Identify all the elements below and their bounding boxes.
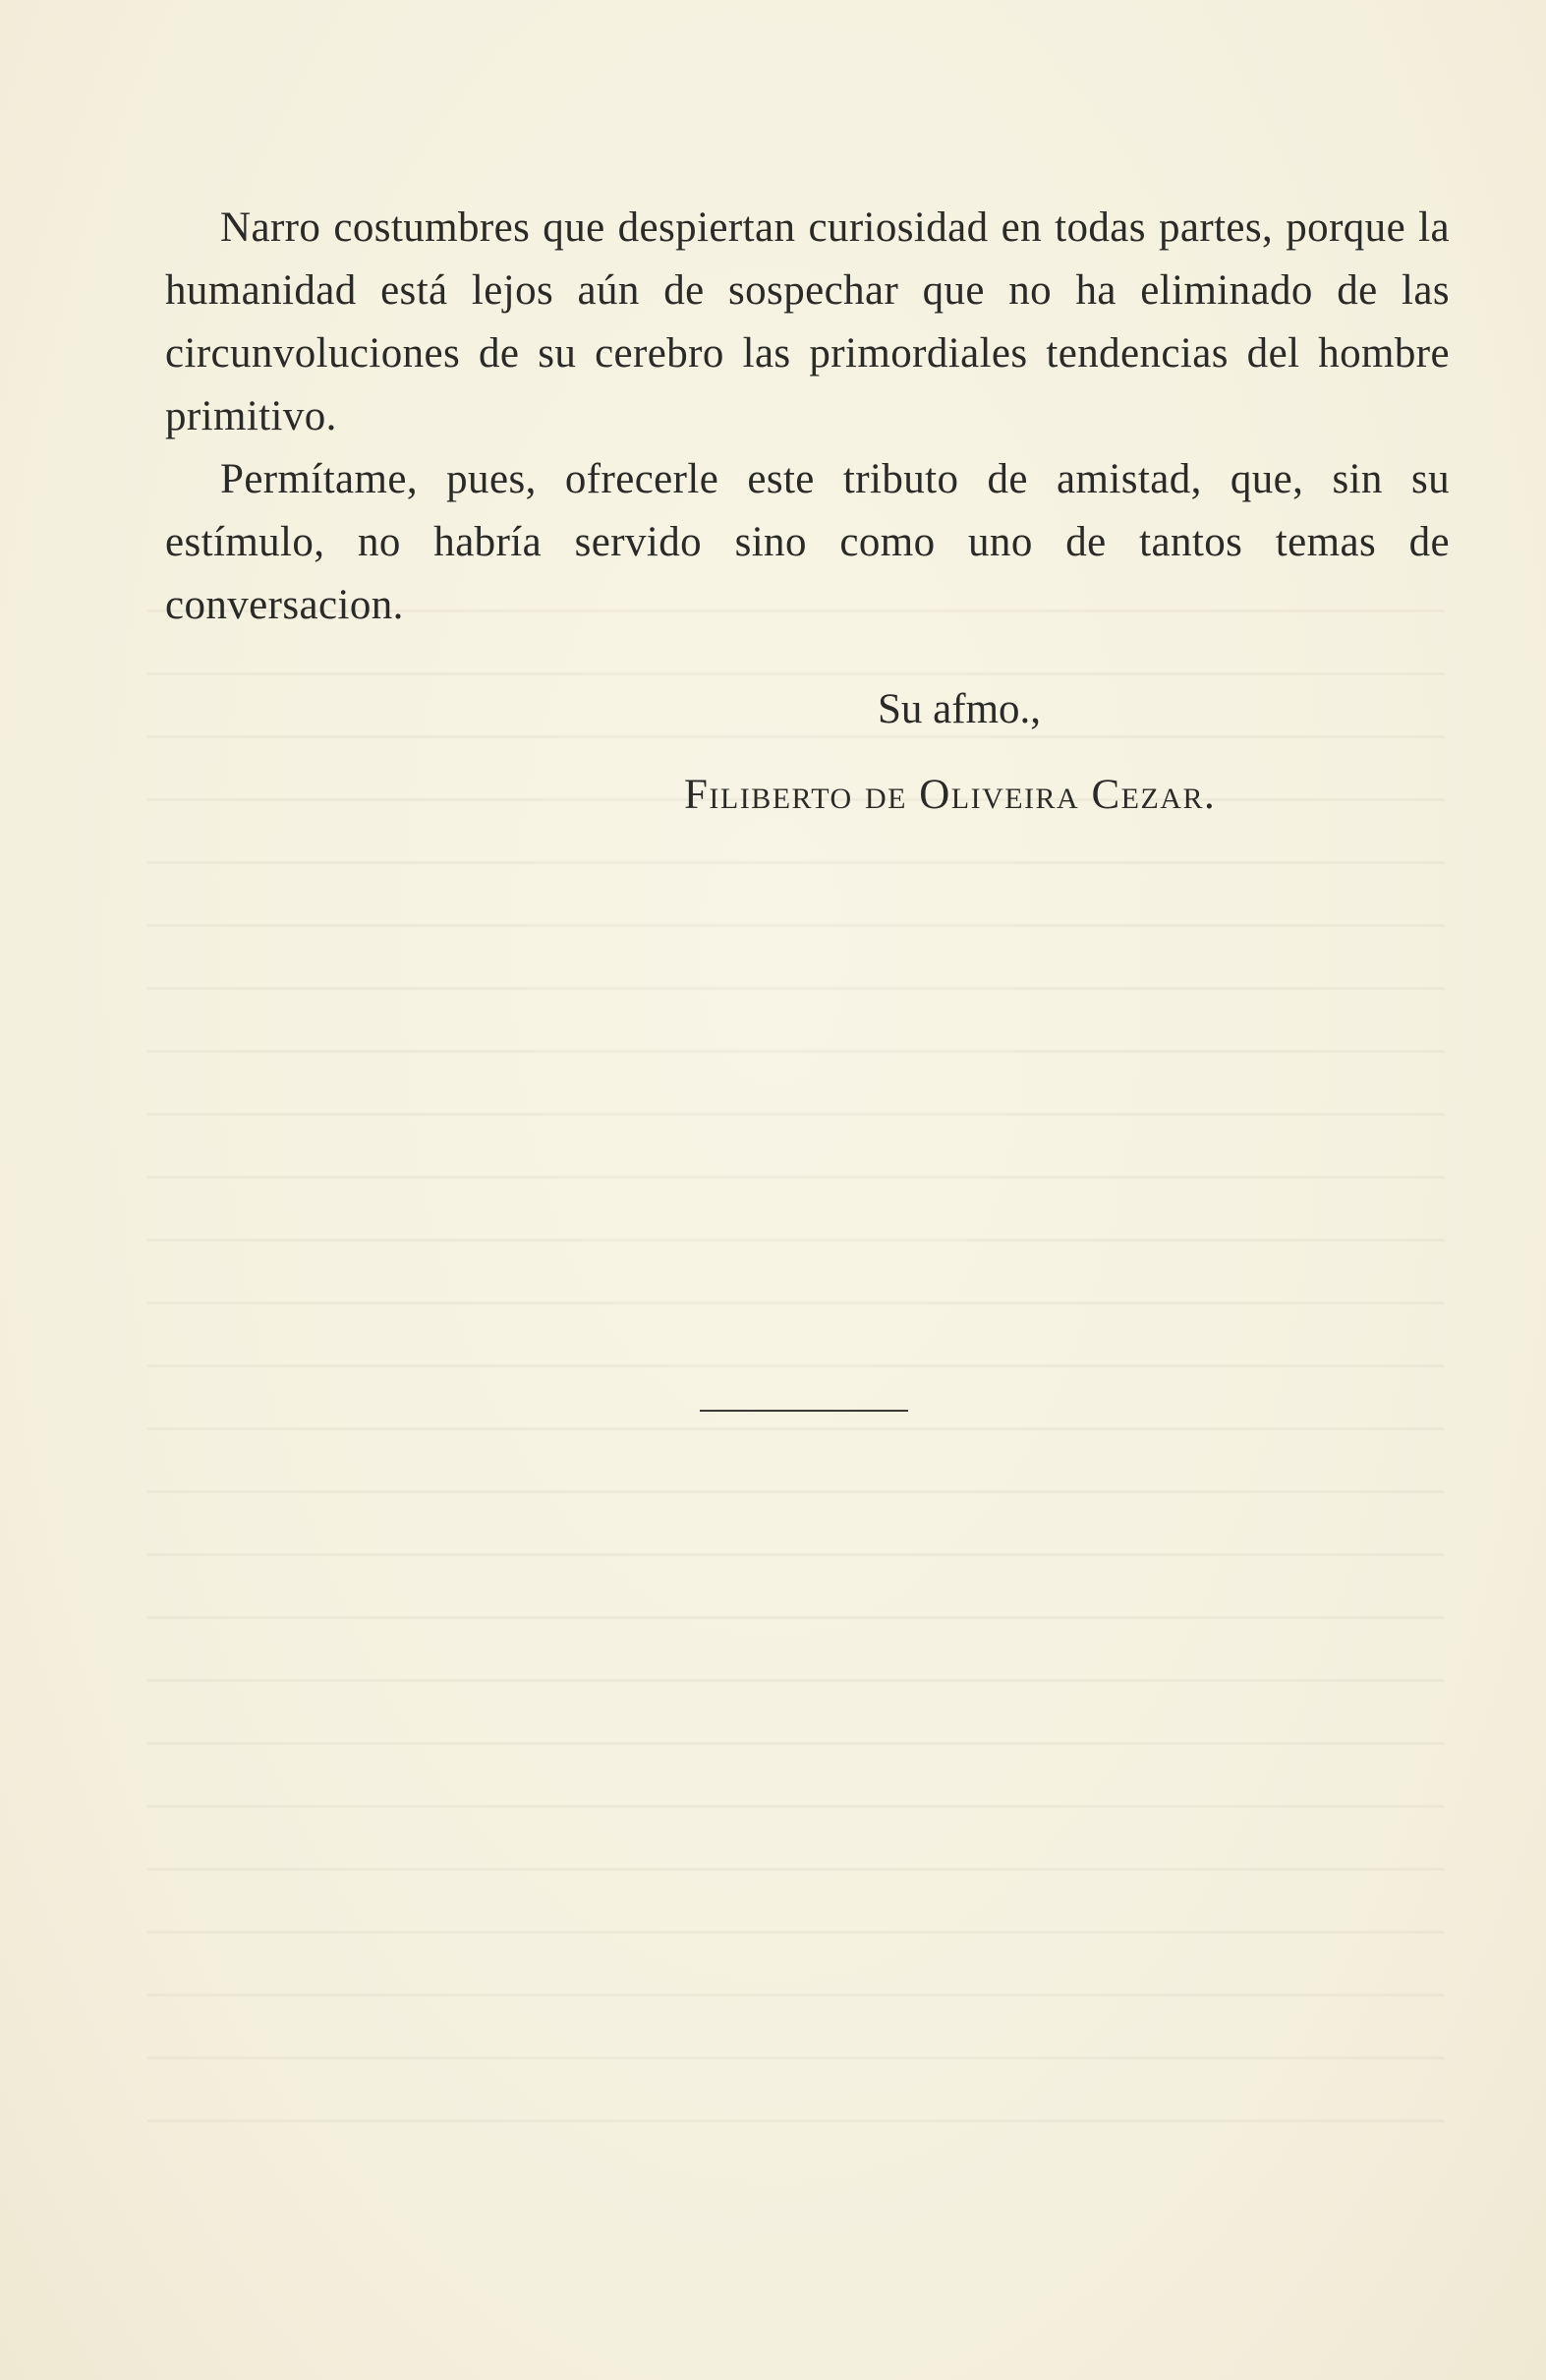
paragraph: Narro costumbres que despiertan curiosidad en todas partes, porque la humanidad está lejos aún de sospechar que no ha eliminado de las circunvoluciones de su cerebro las primordiales tendencias del hombre primitivo. xyxy=(165,204,1450,439)
show-through-texture xyxy=(147,610,1445,2222)
horizontal-rule xyxy=(700,1410,908,1412)
signature: Filiberto de Oliveira Cezar. xyxy=(684,772,1217,818)
closing-salutation: Su afmo., xyxy=(878,686,1042,732)
body-text xyxy=(165,197,1450,637)
paragraph: Permítame, pues, ofrecerle este tributo de amistad, que, sin su estímulo, no habría servido sino como uno de tantos temas de conversacion. xyxy=(165,456,1450,628)
